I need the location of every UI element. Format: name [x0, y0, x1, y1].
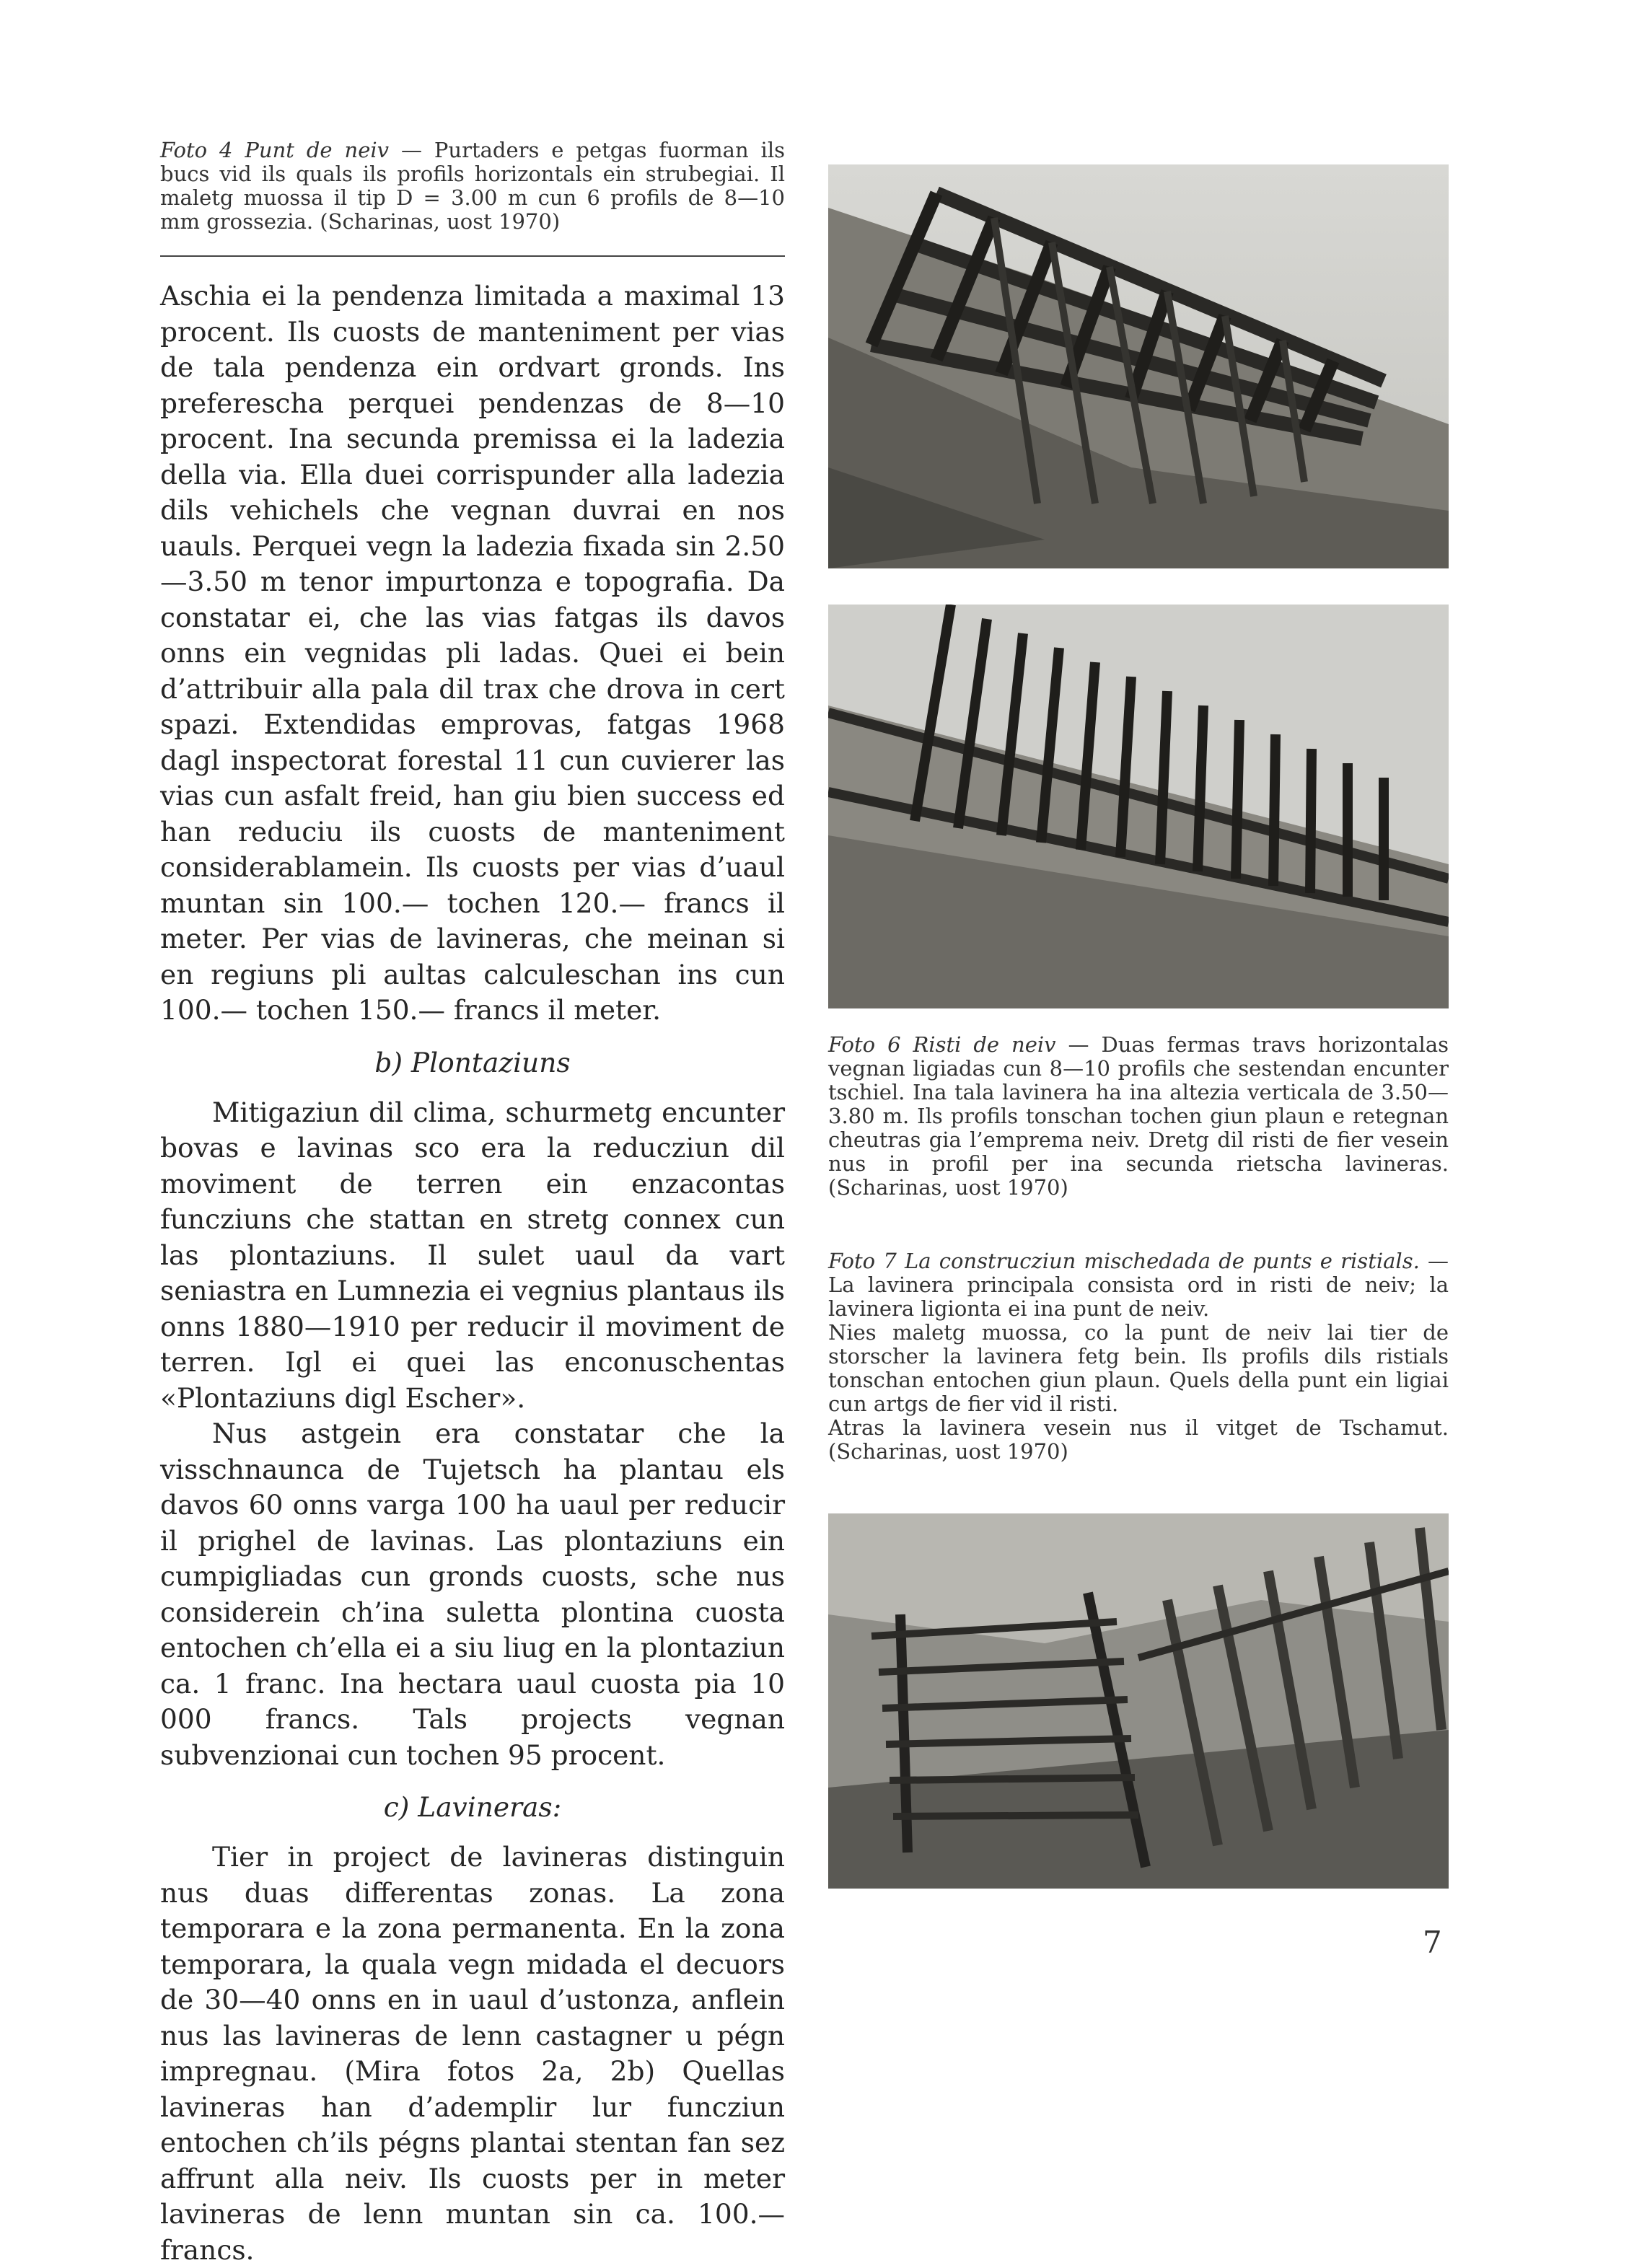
photo-snow-bridge: [828, 164, 1449, 568]
foto4-caption: [160, 139, 785, 234]
foto7-caption-line: Atras la lavinera vesein nus il vitget de Tschamut. (Scharinas, uost 1970): [828, 1415, 1449, 1464]
body-paragraph: Aschia ei la pendenza limitada a maximal 13 procent. Ils cuosts de manteniment per vias de tala pendenza ein ordvart gronds. Ins preferescha perquei pendenzas de 8—10 procent. Ina secunda premissa ei la ladezia della via. Ella duei corrispunder alla ladezia dils vehichels che vegnan duvrai en nos uauls. Perquei vegn la ladezia fixada sin 2.50—3.50 m tenor impurtonza e topografia. Da constatar ei, che las vias fatgas ils davos onns ein vegnidas pli ladas. Quei ei bein d’attribuir alla pala dil trax che drova in cert spazi. Extendidas emprovas, fatgas 1968 dagl inspectorat forestal 11 cun cuvierer las vias cun asfalt freid, han giu bien success ed han reduciu ils cuosts de manteniment considerablamein. Ils cuosts per vias d’uaul muntan sin 100.— tochen 120.— francs il meter. Per vias de lavineras, che meinan si en regiuns pli aultas calculeschan ins cun 100.— tochen 150.— francs il meter.: [160, 280, 785, 1026]
section-heading-lavineras: c) Lavineras:: [383, 1791, 562, 1823]
body-paragraph: Tier in project de lavineras distinguin nus duas differentas zonas. La zona temporara e la zona permanenta. En la zona temporara, la quala vegn midada el decuors de 30—40 onns en in uaul d’ustonza, anflein nus las lavineras de lenn castagner u pégn impregnau. (Mira fotos 2a, 2b) Quellas lavineras han d’ademplir lur funcziun entochen ch’ils pégns plantai stentan fan sez affrunt alla neiv. Ils cuosts per in meter lavineras de lenn muntan sin ca. 100.— francs.: [160, 1841, 785, 2266]
foto7-caption-line: Nies maletg muossa, co la punt de neiv lai tier de storscher la lavinera fetg bein. Ils profils dils ristials tonschan entochen giun plaun. Quels della punt ein ligiai cun artgs de fier vid il risti.: [828, 1320, 1449, 1416]
foto6-caption-text: — Duas fermas travs horizontalas vegnan ligiadas cun 8—10 profils che sestendan encunter tschiel. Ina tala lavinera ha ina altezia verticala de 3.50—3.80 m. Ils profils tonschan tochen giun plaun e retegnan cheutras gia l’emprema neiv. Dretg dil risti de fier vesein nus in profil per ina secunda rietscha lavineras. (Scharinas, uost 1970): [828, 1032, 1449, 1200]
foto4-caption-text: — Purtaders e petgas fuorman ils bucs vid ils quals ils profils horizontals ein strubegiai. Il maletg muossa il tip D = 3.00 m cun 6 profils de 8—10 mm grossezia. (Scharinas, uost 1970): [160, 138, 785, 234]
foto7-caption: [828, 1249, 1449, 1464]
foto7-caption-label: Foto 7 La construcziun mischedada de punts e ristials.: [828, 1249, 1420, 1273]
section-heading-plontaziuns: b) Plontaziuns: [374, 1046, 571, 1078]
left-column: [160, 139, 785, 2268]
body-paragraph: Nus astgein era constatar che la visschnaunca de Tujetsch ha plantau els davos 60 onns varga 100 ha uaul per reducir il prighel de lavinas. Las plontaziuns ein cumpigliadas cun gronds cuosts, sche nus considerein ch’ina suletta plontina cuosta entochen ch’ella ei a siu liug en la plontaziun ca. 1 franc. Ina hectara uaul cuosta pia 10 000 francs. Tals projects vegnan subvenzionai cun tochen 95 procent.: [160, 1418, 785, 1771]
foto6-caption: [828, 1033, 1449, 1200]
foto6-caption-label: Foto 6 Risti de neiv: [828, 1032, 1056, 1057]
page-number: 7: [1423, 1925, 1442, 1960]
photo-mixed-construction: [828, 1513, 1449, 1889]
body-paragraph: Mitigaziun dil clima, schurmetg encunter bovas e lavinas sco era la reducziun dil moviment de terren ein enzacontas funcziuns che stattan en stretg connex cun las plontaziuns. Il sulet uaul da vart seniastra en Lumnezia ei vegnius plantaus ils onns 1880—1910 per reducir il moviment de terren. Igl ei quei las enconuschentas «Plontaziuns digl Escher».: [160, 1096, 785, 1414]
caption-divider: [160, 255, 785, 257]
foto7-caption-line: — La lavinera principala consista ord in risti de neiv; la lavinera ligionta ei ina punt de neiv.: [828, 1249, 1449, 1321]
foto4-caption-label: Foto 4 Punt de neiv: [160, 138, 390, 162]
photo-snow-rake: [828, 605, 1449, 1008]
